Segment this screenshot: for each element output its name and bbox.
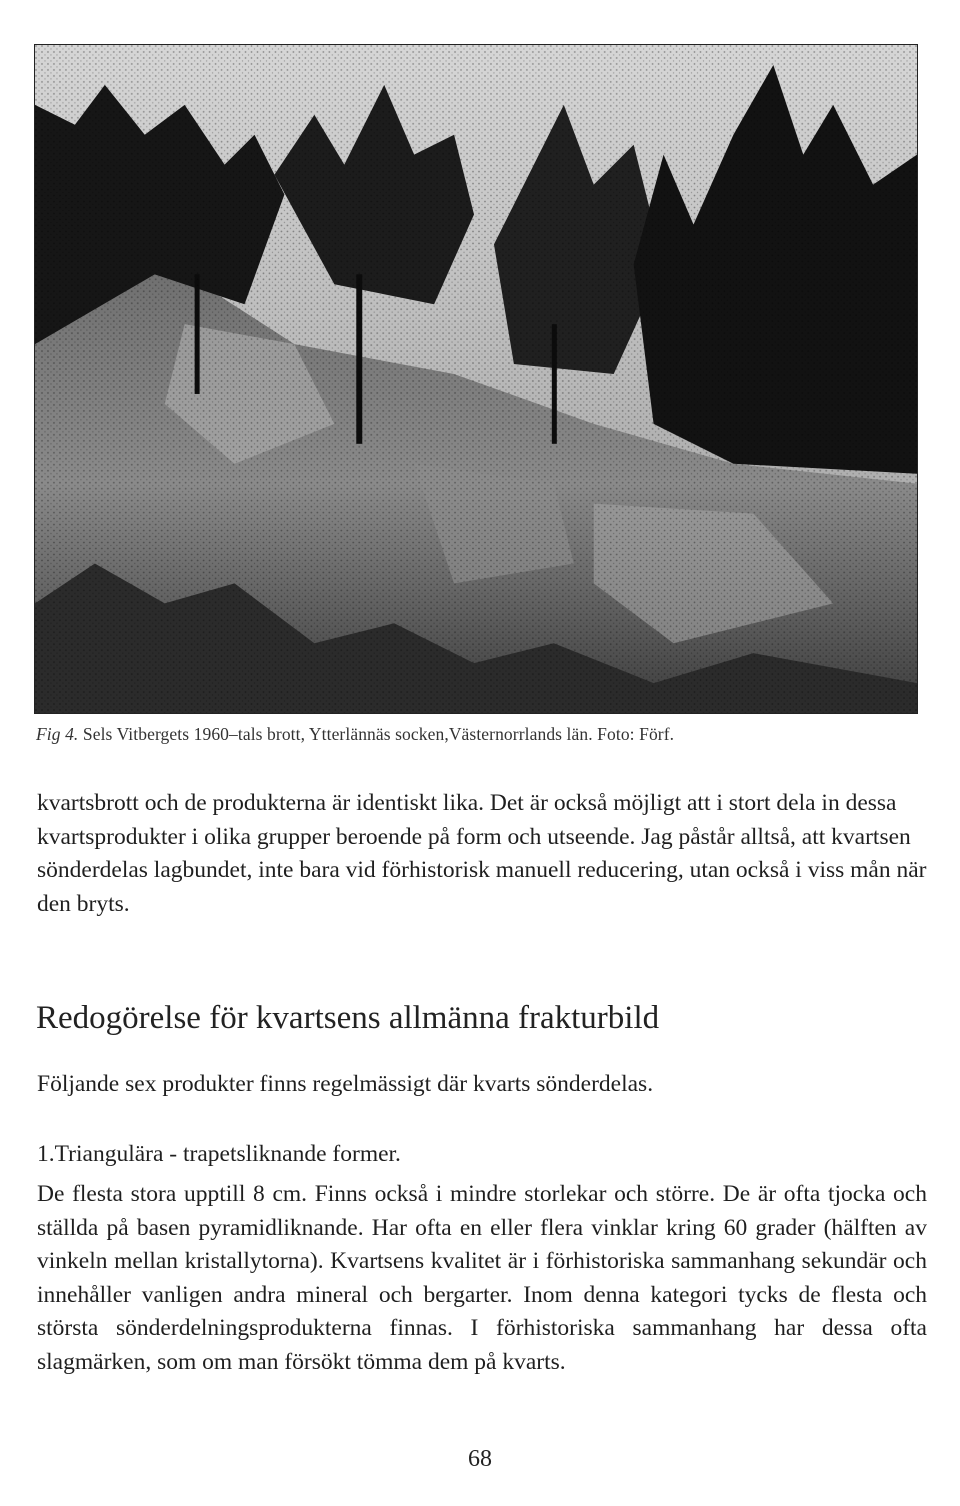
lead-sentence: Följande sex produkter finns regelmässigt där kvarts sönderdelas. xyxy=(37,1071,654,1097)
list-item-title: 1.Triangulära - trapetsliknande former. xyxy=(37,1141,401,1167)
page-number: 68 xyxy=(468,1446,492,1472)
quarry-photograph xyxy=(34,44,918,714)
figure-caption xyxy=(36,724,926,745)
figure-label: Fig 4. xyxy=(36,724,79,744)
figure-caption-text: Sels Vitbergets 1960–tals brott, Ytterlännäs socken,Västernorrlands län. Foto: Förf. xyxy=(82,724,675,744)
body-paragraph: De flesta stora upptill 8 cm. Finns också i mindre storlekar och större. De är ofta tjocka och ställda på basen pyramidliknande. Har ofta en eller flera vinklar kring 60 grader (hälften av vinkeln mellan kristallytorna). Kvartsens kvalitet är i förhistoriska sammanhang sekundär och innehåller vanligen andra mineral och bergarter. Inom denna kategori tycks de flesta och största sönderdelningsprodukterna finnas. I förhistoriska sammanhang har dessa ofta slagmärken, som om man försökt tömma dem på kvarts. xyxy=(37,1181,927,1375)
intro-paragraph: kvartsbrott och de produkterna är identiskt lika. Det är också möjligt att i stort dela in dessa kvartsprodukter i olika grupper beroende på form och utseende. Jag påstår alltså, att kvartsen sönderdelas lagbundet, inte bara vid förhistorisk manuell reducering, utan också i viss mån när den bryts. xyxy=(37,790,927,917)
quarry-photo-illustration xyxy=(35,45,917,713)
section-heading: Redogörelse för kvartsens allmänna frakturbild xyxy=(36,1000,660,1036)
